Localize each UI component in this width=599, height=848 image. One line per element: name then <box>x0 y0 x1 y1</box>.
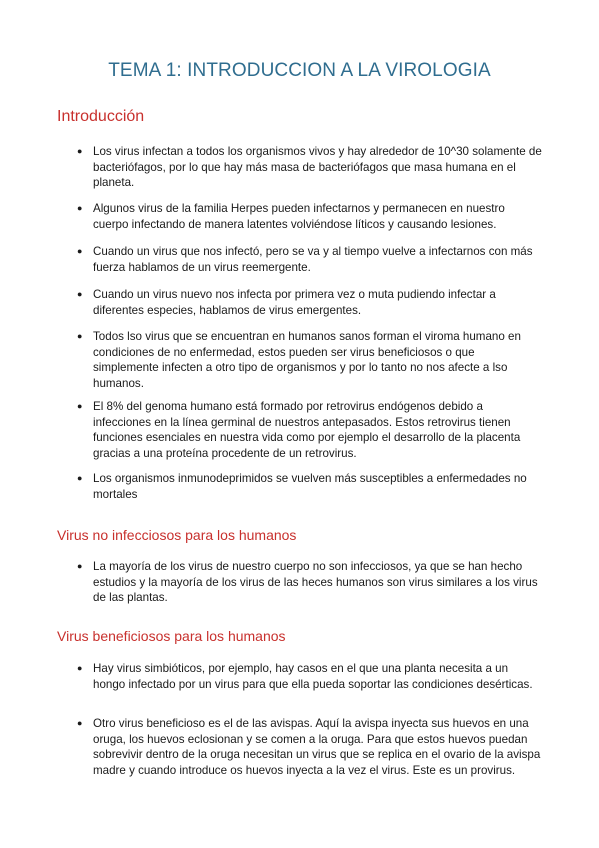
bullet-icon: ● <box>77 146 83 156</box>
list-item-text: Los virus infectan a todos los organismos vivos y hay alrededor de 10^30 solamente de bacteriófagos, por lo que hay más masa de bacteriófagos que masa humana en el planeta. <box>93 145 542 190</box>
bullet-icon: ● <box>77 401 83 411</box>
list-item-text: Hay virus simbióticos, por ejemplo, hay casos en el que una planta necesita a un hongo infectado por un virus para que ella pueda soportar las condiciones desérticas. <box>93 662 533 691</box>
bullet-icon: ● <box>77 663 83 673</box>
bullet-icon: ● <box>77 561 83 571</box>
bullet-icon: ● <box>77 246 83 256</box>
list-item-text: Otro virus beneficioso es el de las avispas. Aquí la avispa inyecta sus huevos en una oruga, los huevos eclosionan y se comen a la oruga. Para que estos huevos puedan sobrevivir dentro de la oruga necesitan un virus que se replica en el ovario de la avispa madre y cuando introduce os huevos inyecta a la vez el virus. Este es un provirus. <box>93 717 541 777</box>
section-heading-virus-beneficiosos: Virus beneficiosos para los humanos <box>57 628 286 644</box>
list-item-text: Todos lso virus que se encuentran en humanos sanos forman el viroma humano en condiciones de no enfermedad, estos pueden ser virus beneficiosos o que simplemente infecten a otro tipo de organismos y por lo tanto no nos afecte a lso humanos. <box>93 330 521 390</box>
list-item-text: El 8% del genoma humano está formado por retrovirus endógenos debido a infecciones en la línea germinal de nuestros antepasados. Estos retrovirus tienen funciones esenciales en nuestra vida como por ejemplo el desarrollo de la placenta gracias a una proteína procedente de un retrovirus. <box>93 400 521 460</box>
bullet-icon: ● <box>77 331 83 341</box>
bullet-icon: ● <box>77 473 83 483</box>
list-item-text: La mayoría de los virus de nuestro cuerpo no son infecciosos, ya que se han hecho estudios y la mayoría de los virus de las heces humanos son virus similares a los virus de las plantas. <box>93 560 538 605</box>
bullet-icon: ● <box>77 203 83 213</box>
list-item-text: Cuando un virus nuevo nos infecta por primera vez o muta pudiendo infectar a diferentes especies, hablamos de virus emergentes. <box>93 288 496 317</box>
bullet-icon: ● <box>77 718 83 728</box>
list-item-text: Algunos virus de la familia Herpes pueden infectarnos y permanecen en nuestro cuerpo infectando de manera latentes volviéndose líticos y causando lesiones. <box>93 202 505 231</box>
section-heading-virus-no-infecciosos: Virus no infecciosos para los humanos <box>57 527 297 543</box>
bullet-icon: ● <box>77 289 83 299</box>
section-heading-introduccion: Introducción <box>57 108 145 125</box>
list-item-text: Los organismos inmunodeprimidos se vuelven más susceptibles a enfermedades no mortales <box>93 472 527 501</box>
document-title: TEMA 1: INTRODUCCION A LA VIROLOGIA <box>108 60 491 81</box>
list-item-text: Cuando un virus que nos infectó, pero se va y al tiempo vuelve a infectarnos con más fuerza hablamos de un virus reemergente. <box>93 245 533 274</box>
